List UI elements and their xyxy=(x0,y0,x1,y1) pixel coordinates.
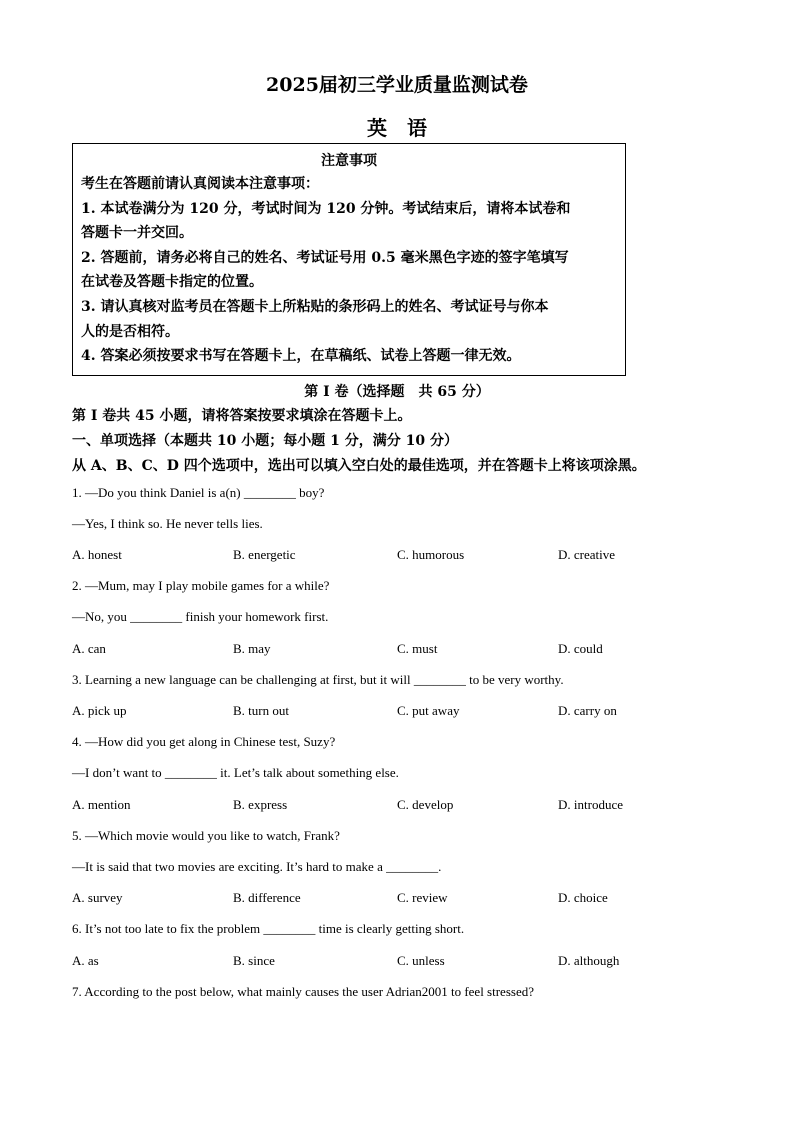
notice-line: 2. 答题前，请务必将自己的姓名、考试证号用 0.5 毫米黑色字迹的签字笔填写 xyxy=(81,249,569,266)
option-a: A. pick up xyxy=(72,703,127,718)
option-d: D. could xyxy=(558,641,603,656)
notice-line: 答题卡一并交回。 xyxy=(81,225,193,242)
part-instruction: 从 A、B、C、D 四个选项中，选出可以填入空白处的最佳选项，并在答题卡上将该项涂黑。 xyxy=(72,458,646,474)
question-reply: —It is said that two movies are exciting. It’s hard to make a ________. xyxy=(72,859,442,874)
part-title: 一、单项选择（本题共 10 小题；每小题 1 分，满分 10 分） xyxy=(72,433,458,449)
option-a: A. can xyxy=(72,641,106,656)
option-b: B. express xyxy=(233,797,288,812)
option-d: D. choice xyxy=(558,890,608,905)
notice-box xyxy=(72,143,626,376)
option-a: A. mention xyxy=(72,797,131,812)
question-stem: 6. It’s not too late to fix the problem ________ time is clearly getting short. xyxy=(72,921,465,936)
question-reply: —Yes, I think so. He never tells lies. xyxy=(72,516,263,531)
subject-title: 英语 xyxy=(367,116,447,140)
notice-line: 4. 答案必须按要求书写在答题卡上，在草稿纸、试卷上答题一律无效。 xyxy=(81,348,521,365)
option-a: A. honest xyxy=(72,547,122,562)
notice-line: 3. 请认真核对监考员在答题卡上所粘贴的条形码上的姓名、考试证号与你本 xyxy=(81,298,549,315)
option-d: D. carry on xyxy=(558,703,617,718)
notice-title: 注意事项 xyxy=(321,153,377,169)
question-stem: 3. Learning a new language can be challenging at first, but it will ________ to be very worthy. xyxy=(72,672,564,687)
option-c: C. must xyxy=(397,641,438,656)
question-stem: 5. —Which movie would you like to watch, Frank? xyxy=(72,828,340,843)
option-c: C. review xyxy=(397,890,448,905)
option-c: C. unless xyxy=(397,953,445,968)
option-b: B. may xyxy=(233,641,271,656)
section-heading: 第 I 卷（选择题 共 65 分） xyxy=(304,384,490,400)
question-stem: 1. —Do you think Daniel is a(n) ________ boy? xyxy=(72,485,325,500)
question-reply: —No, you ________ finish your homework first. xyxy=(72,609,329,624)
option-b: B. since xyxy=(233,953,275,968)
option-c: C. put away xyxy=(397,703,460,718)
section-instruction: 第 I 卷共 45 小题，请将答案按要求填涂在答题卡上。 xyxy=(72,408,412,424)
notice-line: 在试卷及答题卡指定的位置。 xyxy=(81,274,263,291)
option-d: D. creative xyxy=(558,547,616,562)
option-c: C. humorous xyxy=(397,547,465,562)
option-c: C. develop xyxy=(397,797,454,812)
option-b: B. energetic xyxy=(233,547,296,562)
option-d: D. although xyxy=(558,953,620,968)
option-a: A. survey xyxy=(72,890,123,905)
option-d: D. introduce xyxy=(558,797,623,812)
notice-line: 考生在答题前请认真阅读本注意事项： xyxy=(81,176,319,192)
notice-line: 1. 本试卷满分为 120 分，考试时间为 120 分钟。考试结束后，请将本试卷和 xyxy=(81,200,571,217)
option-a: A. as xyxy=(72,953,99,968)
option-b: B. difference xyxy=(233,890,301,905)
option-b: B. turn out xyxy=(233,703,289,718)
notice-line: 人的是否相符。 xyxy=(81,323,179,340)
question-stem: 7. According to the post below, what mainly causes the user Adrian2001 to feel stressed? xyxy=(72,984,534,999)
question-stem: 2. —Mum, may I play mobile games for a while? xyxy=(72,578,330,593)
question-reply: —I don’t want to ________ it. Let’s talk about something else. xyxy=(72,765,399,780)
question-stem: 4. —How did you get along in Chinese test, Suzy? xyxy=(72,734,336,749)
exam-title: 2025届初三学业质量监测试卷 xyxy=(266,74,528,96)
